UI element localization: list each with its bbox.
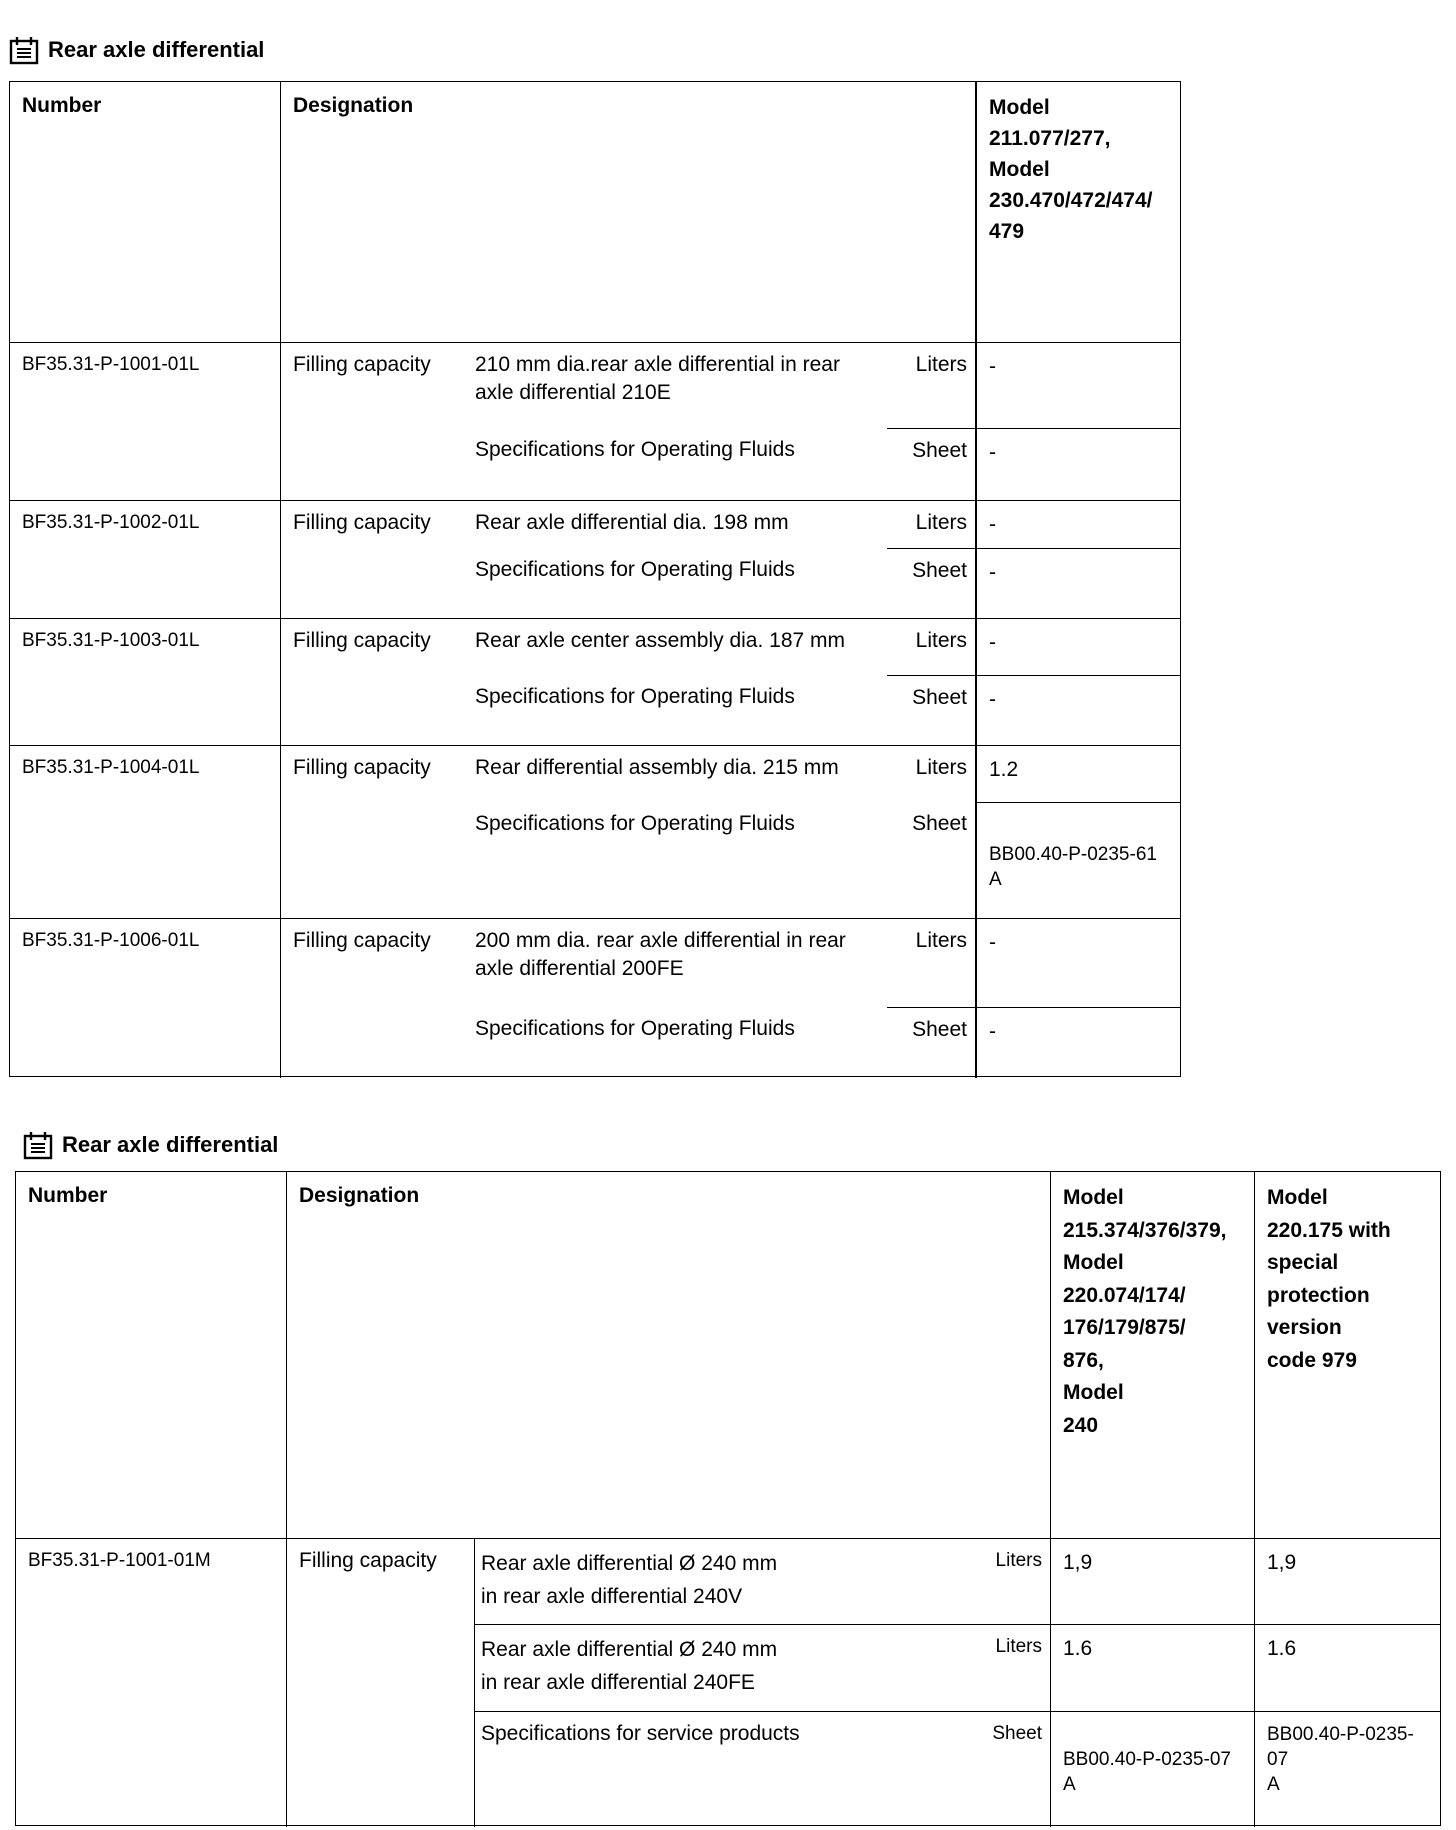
item-unit: Sheet [887,428,977,500]
section-2-title: Rear axle differential [62,1132,279,1157]
section-2-heading [22,1125,278,1165]
item-unit: Liters [953,1624,1051,1711]
row-number: BF35.31-P-1001-01M [16,1538,287,1827]
item-unit: Liters [953,1538,1051,1624]
row-number: BF35.31-P-1004-01L [10,745,281,918]
item-value-b: BB00.40-P-0235-07 A [1255,1711,1440,1827]
item-value: - [977,500,1180,548]
item-value: - [977,548,1180,618]
item-description: Specifications for Operating Fluids [475,685,795,708]
header-number: Number [10,82,281,342]
item-description: Rear differential assembly dia. 215 mm [469,745,887,802]
item-unit: Sheet [887,1007,977,1078]
item-description: 210 mm dia.rear axle differential in rear axle differential 210E [469,342,887,428]
header-designation: Designation [287,1172,1051,1538]
item-value: - [977,342,1180,428]
row-category: Filling capacity [281,745,469,918]
header-model-b: Model 220.175 with special protection version code 979 [1267,1186,1391,1372]
item-value: 1.2 [977,745,1180,802]
header-number: Number [16,1172,287,1538]
specification-sheet-icon [8,34,40,66]
row-category: Filling capacity [281,618,469,745]
item-value: - [977,428,1180,500]
header-model-a: Model 215.374/376/379, Model 220.074/174/ 176/179/875/ 876, Model 240 [1051,1172,1255,1538]
item-description: Rear axle differential Ø 240 mm in rear axle differential 240FE [475,1624,953,1711]
item-value-a: 1.6 [1051,1624,1255,1711]
item-unit: Sheet [953,1711,1051,1827]
item-description: Specifications for Operating Fluids [475,438,795,461]
row-number: BF35.31-P-1001-01L [10,342,281,500]
table-1 [9,81,1181,1077]
specification-sheet-icon [22,1129,54,1161]
item-description: Rear axle differential Ø 240 mm in rear axle differential 240V [475,1538,953,1624]
item-value: BB00.40-P-0235-61 A [977,802,1180,918]
item-value: - [977,675,1180,745]
row-category: Filling capacity [287,1538,475,1827]
item-value-a: 1,9 [1051,1538,1255,1624]
item-description: Specifications for service products [475,1711,953,1827]
header-model: Model 211.077/277, Model 230.470/472/474/ 479 [989,96,1153,243]
item-unit: Sheet [887,802,977,918]
item-value: - [977,918,1180,1007]
item-unit: Liters [887,342,977,428]
section-1-title: Rear axle differential [48,37,265,62]
item-value-b: 1.6 [1255,1624,1440,1711]
item-unit: Sheet [887,675,977,745]
item-value: - [977,1007,1180,1078]
item-unit: Liters [887,918,977,1007]
row-category: Filling capacity [281,342,469,500]
row-category: Filling capacity [281,500,469,618]
item-description: Specifications for Operating Fluids [475,1017,795,1040]
row-category: Filling capacity [281,918,469,1078]
row-number: BF35.31-P-1006-01L [10,918,281,1078]
item-description: Specifications for Operating Fluids [475,812,795,835]
item-description: Rear axle center assembly dia. 187 mm [469,618,887,675]
item-unit: Liters [887,745,977,802]
header-designation: Designation [281,82,977,342]
row-number: BF35.31-P-1003-01L [10,618,281,745]
item-value: - [977,618,1180,675]
item-value-b: 1,9 [1255,1538,1440,1624]
row-number: BF35.31-P-1002-01L [10,500,281,618]
section-1-heading [8,30,264,70]
item-unit: Sheet [887,548,977,618]
item-description: Specifications for Operating Fluids [475,558,795,581]
table-2 [15,1171,1441,1826]
item-unit: Liters [887,618,977,675]
item-unit: Liters [887,500,977,548]
item-value-a: BB00.40-P-0235-07 A [1051,1711,1255,1827]
item-description: 200 mm dia. rear axle differential in rear axle differential 200FE [469,918,887,1007]
item-description: Rear axle differential dia. 198 mm [469,500,887,548]
